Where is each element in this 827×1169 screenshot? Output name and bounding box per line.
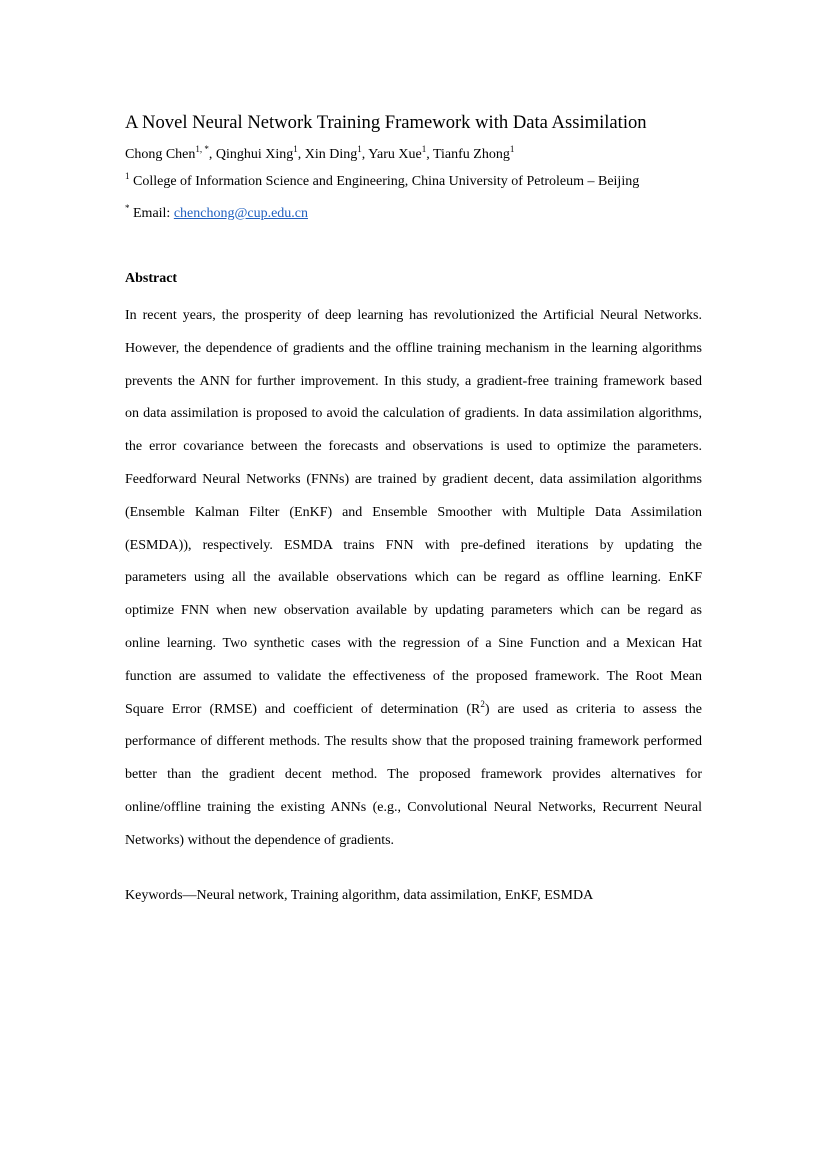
abstract-line-r2	[125, 694, 702, 727]
author-affiliation-mark: 1, *	[195, 144, 209, 154]
abstract-line: In recent years, the prosperity of deep learning has revolutionized the Artificial Neural Networks.	[125, 308, 702, 323]
abstract-heading: Abstract	[125, 271, 178, 286]
affiliation-text: College of Information Science and Engineering, China University of Petroleum – Beijing	[133, 174, 640, 189]
abstract-body	[125, 300, 702, 858]
author-name: Xin Ding	[304, 147, 358, 162]
abstract-line: (ESMDA)), respectively. ESMDA trains FNN with pre-defined iterations by updating the	[125, 537, 702, 553]
abstract-line: optimize FNN when new observation available by updating parameters which can be regard as	[125, 603, 702, 619]
author-name: Qinghui Xing	[215, 147, 294, 162]
abstract-line: Feedforward Neural Networks (FNNs) are trained by gradient decent, data assimilation algorithms	[125, 471, 702, 487]
abstract-line: better than the gradient decent method. The proposed framework provides alternatives for	[125, 767, 702, 783]
author-affiliation-mark: 1	[357, 144, 362, 154]
author-affiliation-mark: 1	[421, 144, 427, 154]
author-name: Tianfu Zhong	[432, 147, 510, 162]
affiliation-mark: 1	[125, 171, 130, 181]
affiliation	[125, 172, 639, 192]
contact-email	[125, 204, 308, 224]
abstract-line-part: Square Error (RMSE) and coefficient of determination (R	[125, 701, 481, 717]
abstract-line: online learning. Two synthetic cases with the regression of a Sine Function and a Mexican Hat	[125, 635, 702, 651]
abstract-line-part: ) are used as criteria to assess the	[484, 701, 702, 717]
abstract-line: the error covariance between the forecasts and observations is used to optimize the parameters.	[125, 439, 702, 455]
author-separator: ,	[208, 147, 216, 162]
keywords: Keywords—Neural network, Training algorithm, data assimilation, EnKF, ESMDA	[125, 888, 594, 903]
abstract-line: on data assimilation is proposed to avoid the calculation of gradients. In data assimilation algorithms,	[125, 406, 702, 422]
abstract-line: Networks) without the dependence of gradients.	[125, 832, 395, 848]
abstract-line: (Ensemble Kalman Filter (EnKF) and Ensemble Smoother with Multiple Data Assimilation	[125, 504, 702, 520]
corresponding-mark: *	[125, 203, 130, 213]
email-label: Email:	[133, 206, 174, 221]
author-list	[125, 145, 514, 165]
paper-title: A Novel Neural Network Training Framework with Data Assimilation	[125, 112, 647, 133]
author-affiliation-mark: 1	[293, 144, 298, 154]
abstract-line: parameters using all the available observations which can be regard as offline learning. EnKF	[125, 570, 702, 586]
abstract-line: online/offline training the existing ANNs (e.g., Convolutional Neural Networks, Recurrent Neural	[125, 799, 702, 815]
abstract-line: function are assumed to validate the effectiveness of the proposed framework. The Root Mean	[125, 668, 702, 684]
abstract-line: performance of different methods. The results show that the proposed training framework performed	[125, 734, 702, 750]
author-affiliation-mark: 1	[509, 144, 515, 154]
author-separator: ,	[361, 147, 369, 162]
author-separator: ,	[297, 147, 305, 162]
author-name: Chong Chen	[125, 147, 196, 162]
r2-superscript: 2	[480, 698, 485, 709]
abstract-line: prevents the ANN for further improvement. In this study, a gradient-free training framework based	[125, 373, 702, 389]
email-link[interactable]: chenchong@cup.edu.cn	[173, 206, 309, 221]
author-separator: ,	[426, 147, 433, 162]
abstract-line: However, the dependence of gradients and the offline training mechanism in the learning algorithms	[125, 340, 702, 356]
author-name: Yaru Xue	[368, 147, 422, 162]
